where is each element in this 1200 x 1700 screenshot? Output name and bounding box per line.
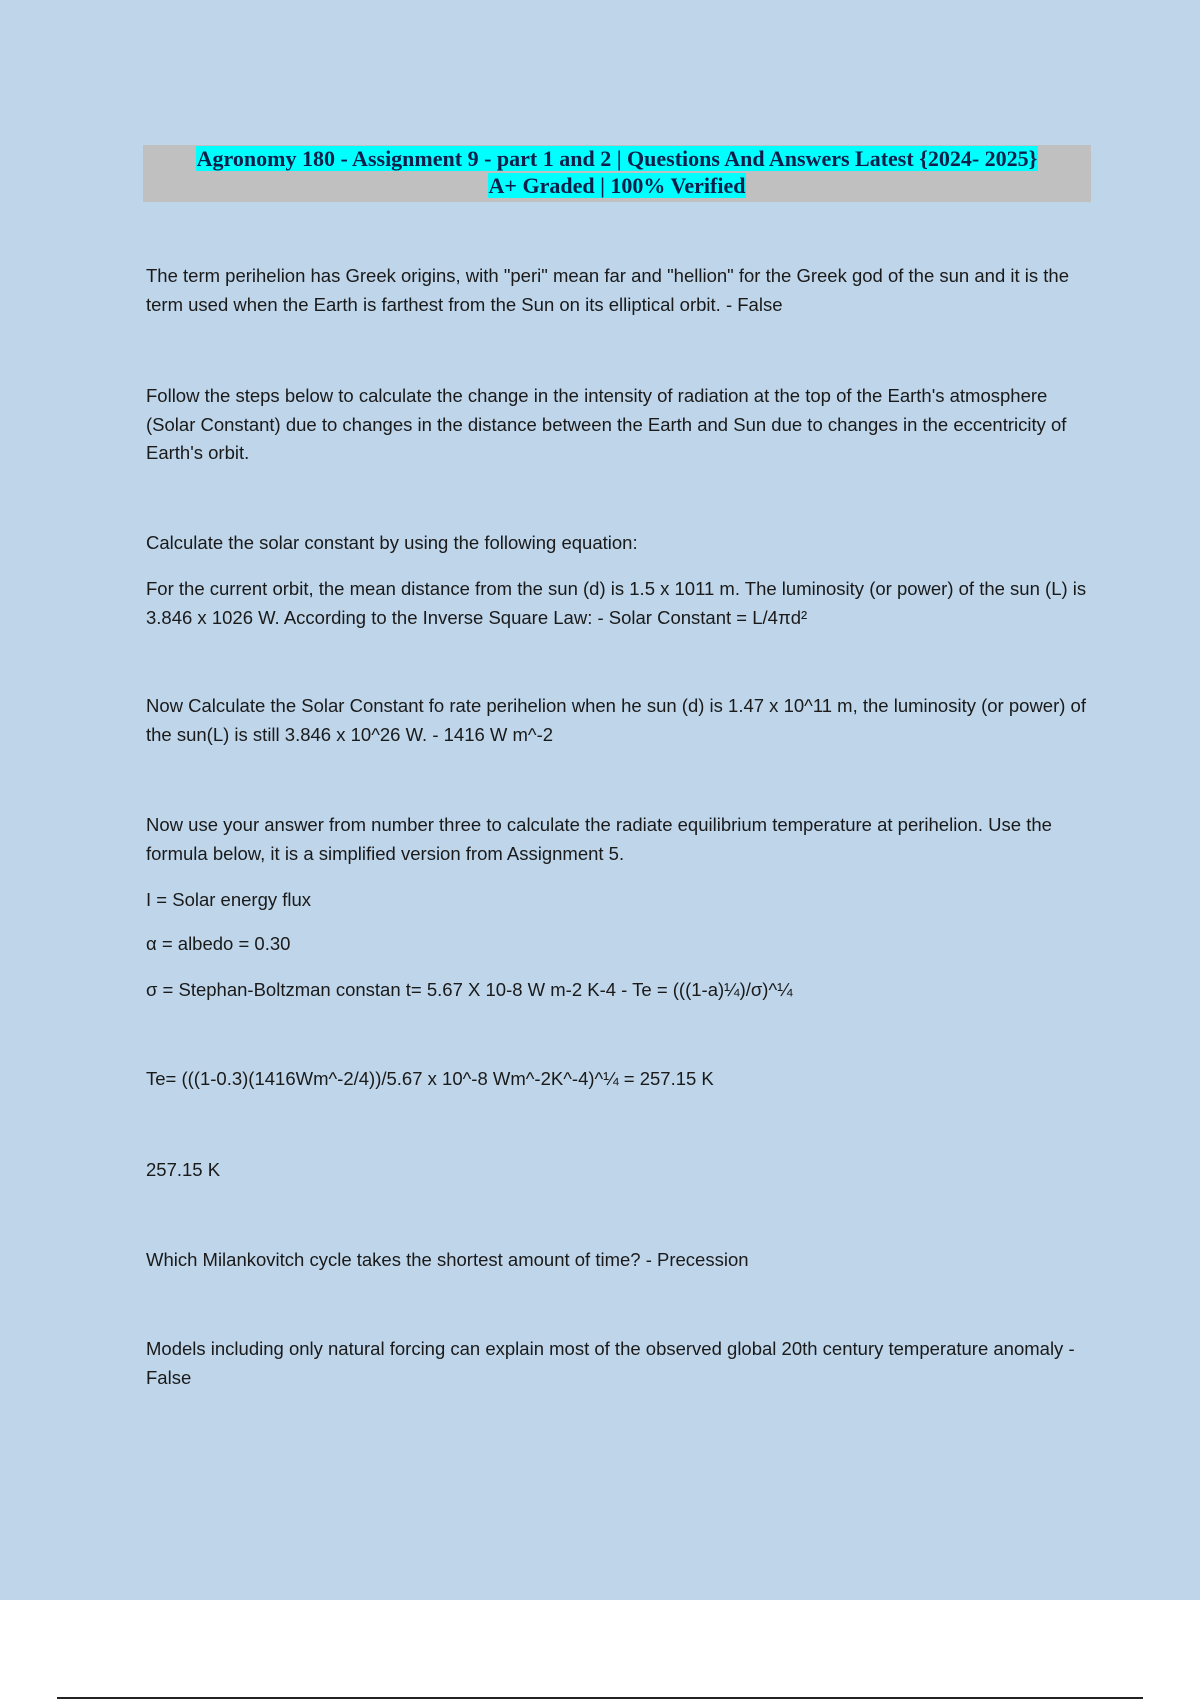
paragraph-equilibrium-temp: Now use your answer from number three to calculate the radiate equilibrium temperature at perihelion. Use the formula below, it is a simplified version from Assignment 5.	[146, 814, 1052, 864]
footer-divider	[57, 1697, 1143, 1699]
paragraph-albedo: α = albedo = 0.30	[146, 933, 291, 954]
paragraph-solar-flux: I = Solar energy flux	[146, 889, 312, 910]
paragraph-te-formula: Te= (((1-0.3)(1416Wm^-2/4))/5.67 x 10^-8 Wm^-2K^-4)^¼ = 257.15 K	[146, 1068, 714, 1089]
paragraph-stefan-boltzmann: σ = Stephan-Boltzman constan t= 5.67 X 10-8 W m-2 K-4 - Te = (((1-a)¼)/σ)^¼	[146, 979, 793, 1000]
paragraph-natural-forcing: Models including only natural forcing can explain most of the observed global 20th century temperature anomaly - False	[146, 1338, 1075, 1388]
document-title	[143, 145, 1091, 202]
paragraph-perihelion-calc: Now Calculate the Solar Constant fo rate perihelion when he sun (d) is 1.47 x 10^11 m, the luminosity (or power) of the sun(L) is still 3.846 x 10^26 W. - 1416 W m^-2	[146, 695, 1086, 745]
paragraph-solar-constant-prompt: Calculate the solar constant by using the following equation:	[146, 532, 638, 553]
title-line-2: A+ Graded | 100% Verified	[488, 173, 746, 198]
paragraph-current-orbit: For the current orbit, the mean distance from the sun (d) is 1.5 x 1011 m. The luminosity (or power) of the sun (L) is 3.846 x 1026 W. According to the Inverse Square Law: - Solar Constant = L/4πd²	[146, 578, 1087, 628]
title-line-1: Agronomy 180 - Assignment 9 - part 1 and 2 | Questions And Answers Latest {2024- 2025}	[196, 146, 1038, 171]
paragraph-answer-temp: 257.15 K	[146, 1159, 221, 1180]
paragraph-perihelion-definition: The term perihelion has Greek origins, with "peri" mean far and "hellion" for the Greek god of the sun and it is the term used when the Earth is farthest from the Sun on its elliptical orbit. - False	[146, 265, 1069, 315]
paragraph-steps-intro: Follow the steps below to calculate the change in the intensity of radiation at the top of the Earth's atmosphere (Solar Constant) due to changes in the distance between the Earth and Sun due to changes in the eccentricity of Earth's orbit.	[146, 385, 1067, 463]
paragraph-milankovitch: Which Milankovitch cycle takes the shortest amount of time? - Precession	[146, 1249, 749, 1270]
